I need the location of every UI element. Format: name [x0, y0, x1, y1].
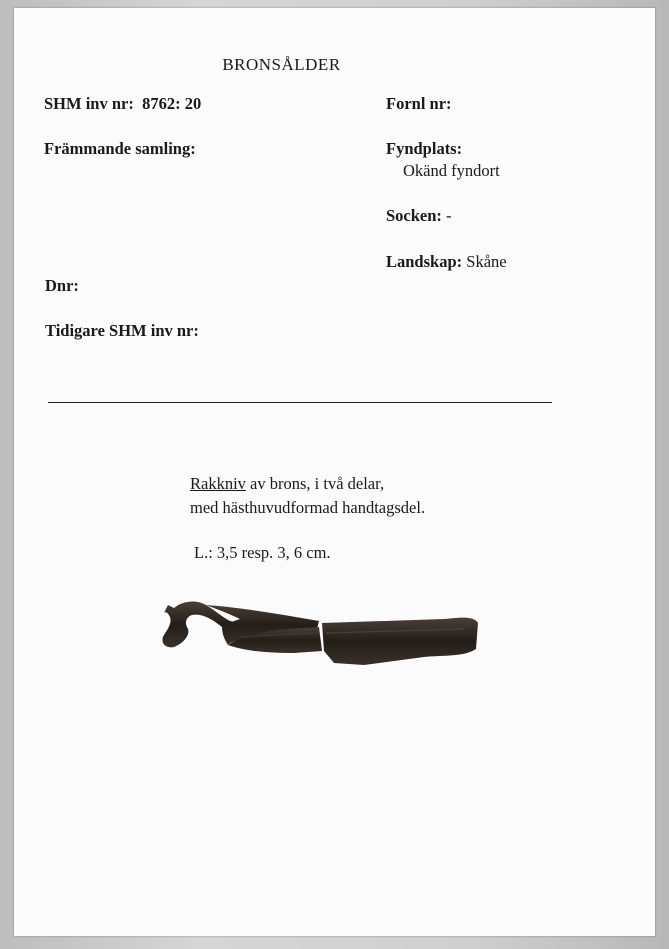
- landskap-label: Landskap:: [386, 252, 463, 271]
- measurement-text: L.: 3,5 resp. 3, 6 cm.: [194, 543, 331, 562]
- description-line-1: [190, 474, 384, 494]
- razor-blade-fragment-2: [322, 618, 478, 665]
- section-divider: [48, 402, 552, 403]
- socken-value: -: [446, 206, 452, 225]
- fyndplats-label: Fyndplats:: [386, 139, 463, 158]
- socken-label: Socken:: [386, 206, 442, 225]
- inventory-number-field: [44, 94, 201, 114]
- page-title: BRONSÅLDER: [222, 55, 341, 74]
- previous-inventory-field: [45, 321, 199, 341]
- catalog-card: [14, 8, 655, 936]
- inventory-number-value: 8762: 20: [142, 94, 202, 113]
- socken-field: [386, 206, 452, 226]
- landskap-value: Skåne: [466, 252, 507, 271]
- description-line-2: med hästhuvudformad handtagsdel.: [190, 498, 426, 517]
- foreign-collection-field: [44, 139, 196, 159]
- landskap-field: [386, 252, 507, 272]
- previous-inventory-label: Tidigare SHM inv nr:: [45, 321, 199, 340]
- foreign-collection-label: Främmande samling:: [44, 139, 196, 158]
- fyndplats-field: [386, 139, 462, 159]
- dnr-field: [45, 276, 79, 296]
- description-line-1-rest: av brons, i två delar,: [250, 474, 385, 493]
- fornl-label: Fornl nr:: [386, 94, 452, 113]
- fornl-field: [386, 94, 452, 114]
- bronze-razor-photo: [144, 593, 484, 693]
- inventory-number-label: SHM inv nr:: [44, 94, 134, 113]
- object-term: Rakkniv: [190, 474, 246, 493]
- fyndplats-value: Okänd fyndort: [403, 161, 500, 180]
- dnr-label: Dnr:: [45, 276, 79, 295]
